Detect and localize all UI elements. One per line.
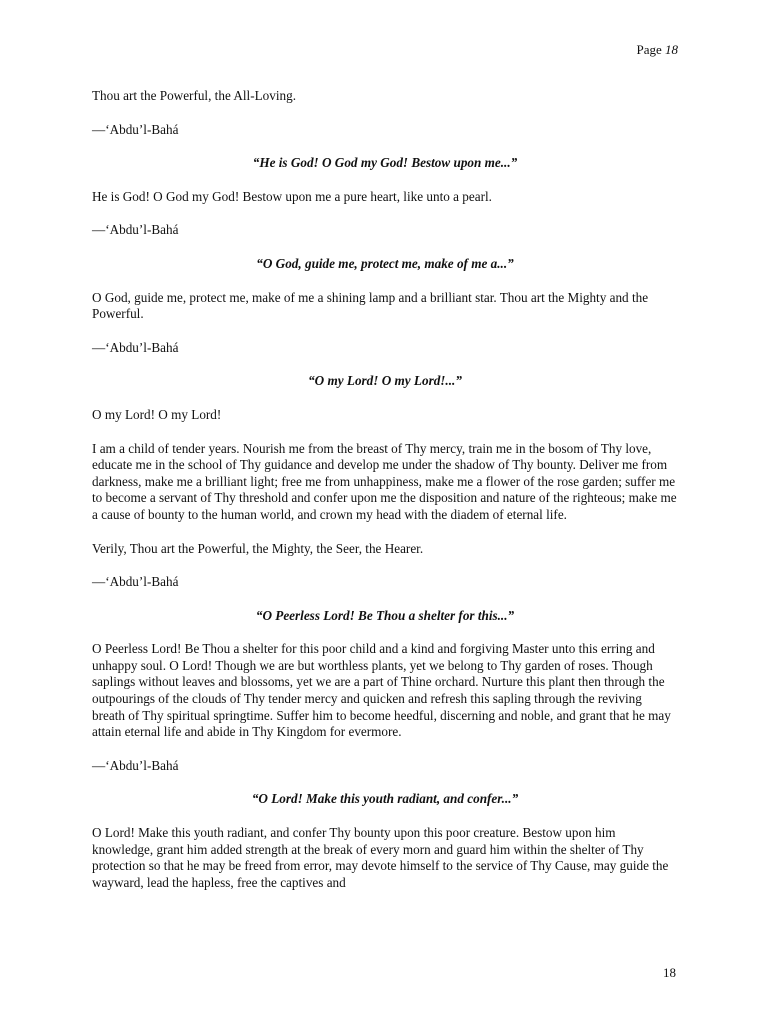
paragraph: Verily, Thou art the Powerful, the Mighty, the Seer, the Hearer. [92,540,424,556]
attribution: —‘Abdu’l-Bahá [92,222,179,238]
attribution: —‘Abdu’l-Bahá [92,121,179,137]
attribution: —‘Abdu’l-Bahá [92,574,179,590]
prayer-title: “O God, guide me, protect me, make of me a...” [256,255,514,271]
attribution: —‘Abdu’l-Bahá [92,757,179,773]
paragraph: O Lord! Make this youth radiant, and confer Thy bounty upon this poor creature. Bestow upon him knowledge, grant him added strength at the break of every morn and guard him within the shelter of Thy protection so that he may be freed from error, may devote himself to the service of Thy Cause, may guide the wayward, lead the hapless, free the captives and [92,825,669,890]
prayer-title: “He is God! O God my God! Bestow upon me...” [252,155,518,171]
paragraph: O God, guide me, protect me, make of me a shining lamp and a brilliant star. Thou art the Mighty and the Powerful. [92,289,649,322]
paragraph: O my Lord! O my Lord! [92,406,222,422]
page-footer-number: 18 [663,965,676,980]
page-header [636,42,678,58]
attribution: —‘Abdu’l-Bahá [92,339,179,355]
page-header-label: Page [636,42,662,57]
paragraph: O Peerless Lord! Be Thou a shelter for this poor child and a kind and forgiving Master unto this erring and unhappy soul. O Lord! Though we are but worthless plants, yet we belong to Thy garden of roses. Though saplings without leaves and blossoms, yet we are a part of Thine orchard. Nurture this plant then through the outpourings of the clouds of Thy tender mercy and quicken and refresh this sapling through the reviving breath of Thy spiritual springtime. Suffer him to become heedful, discerning and noble, and grant that he may attain eternal life and abide in Thy Kingdom for evermore. [92,641,671,740]
page-header-number: 18 [665,42,678,57]
prayer-title: “O Peerless Lord! Be Thou a shelter for this...” [255,607,515,623]
prayer-title: “O my Lord! O my Lord!...” [308,373,462,389]
prayer-title: “O Lord! Make this youth radiant, and confer...” [251,791,519,807]
document-body [92,88,678,908]
paragraph: I am a child of tender years. Nourish me from the breast of Thy mercy, train me in the bosom of Thy love, educate me in the school of Thy guidance and develop me under the shadow of Thy bounty. Deliver me from darkness, make me a brilliant light; free me from unhappiness, make me a flower of the rose garden; suffer me to become a servant of Thy threshold and confer upon me the disposition and nature of the righteous; make me a cause of bounty to the human world, and crown my head with the diadem of eternal life. [92,440,677,522]
paragraph: Thou art the Powerful, the All-Loving. [92,88,296,103]
paragraph: He is God! O God my God! Bestow upon me a pure heart, like unto a pearl. [92,188,492,204]
